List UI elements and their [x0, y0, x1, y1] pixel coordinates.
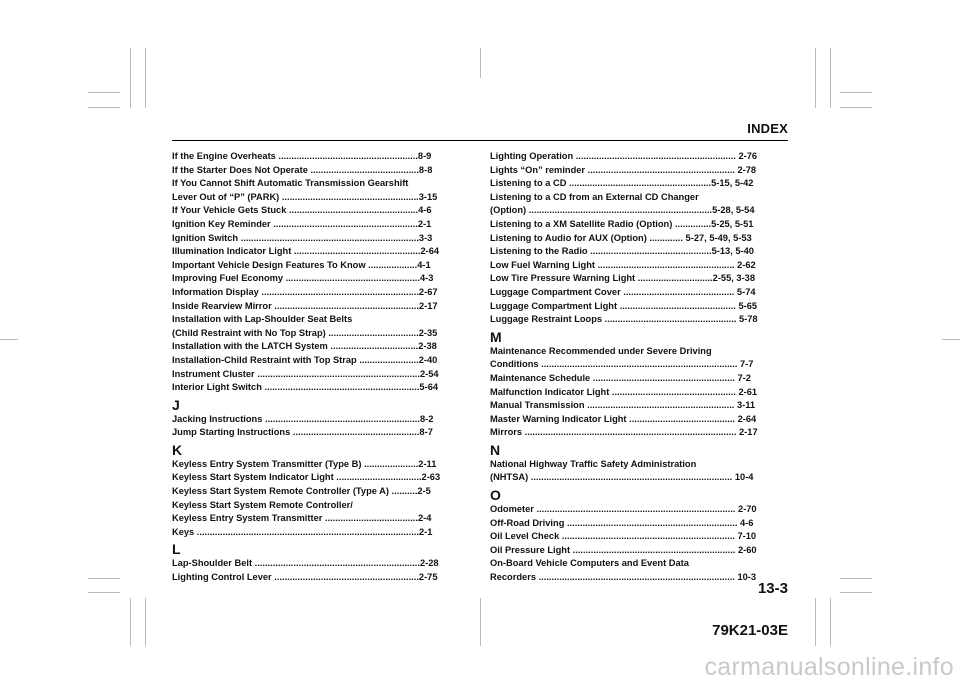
index-section-letter: O: [490, 487, 501, 504]
index-entry: Keyless Start System Remote Controller (Type A) ..........2-5: [172, 486, 431, 497]
index-entry: Listening to a XM Satellite Radio (Option) ..............5-25, 5-51: [490, 218, 754, 229]
crop-mark: [130, 598, 131, 646]
index-entry: Installation with Lap-Shoulder Seat Belts: [172, 314, 353, 325]
index-entry: Jacking Instructions ............................................................8-2: [172, 413, 434, 424]
crop-mark: [480, 598, 481, 646]
watermark: carmanualsonline.info: [704, 653, 954, 681]
index-entry: Mirrors .................................................................................. 2-17: [490, 427, 758, 438]
crop-mark: [942, 339, 960, 340]
crop-mark: [840, 578, 872, 579]
index-entry: Off-Road Driving .................................................................. 4-6: [490, 517, 754, 528]
crop-mark: [840, 107, 872, 108]
crop-mark: [830, 598, 831, 646]
index-entry: Inside Rearview Mirror ........................................................2-17: [172, 300, 438, 311]
index-entry: Lighting Control Lever ........................................................2-75: [172, 572, 438, 583]
crop-mark: [88, 107, 120, 108]
crop-mark: [88, 592, 120, 593]
index-entry: Low Tire Pressure Warning Light .............................2-55, 3-38: [490, 273, 756, 284]
index-column-left: [172, 150, 465, 585]
index-entry: Lighting Operation .............................................................. 2-76: [490, 151, 758, 161]
crop-mark: [815, 598, 816, 646]
crop-mark: [815, 48, 816, 108]
index-entry: If the Engine Overheats ......................................................8-9: [172, 151, 432, 161]
index-entry: If You Cannot Shift Automatic Transmission Gearshift: [172, 178, 409, 189]
crop-mark: [88, 578, 120, 579]
index-entry: Instrument Cluster ...............................................................2-54: [172, 368, 439, 379]
crop-mark: [145, 48, 146, 108]
index-entry: Installation with the LATCH System ..................................2-38: [172, 341, 437, 352]
index-entry: Information Display .............................................................2-67: [172, 286, 438, 297]
document-code: 79K21-03E: [712, 622, 788, 639]
index-entry: Luggage Restraint Loops ................................................... 5-78: [490, 314, 758, 325]
page-title: INDEX: [747, 121, 788, 136]
index-entry: Keys ......................................................................................2-1: [172, 526, 433, 537]
index-entry: Lap-Shoulder Belt ................................................................2-28: [172, 558, 439, 569]
crop-mark: [830, 48, 831, 108]
index-entry: Maintenance Schedule ....................................................... 7-2: [490, 372, 751, 383]
index-entry: Master Warning Indicator Light ......................................... 2-64: [490, 413, 757, 424]
index-entry: Jump Starting Instructions .................................................8-7: [172, 427, 433, 438]
index-entry: Installation-Child Restraint with Top Strap .......................2-40: [172, 354, 438, 365]
crop-mark: [840, 92, 872, 93]
index-section-letter: J: [172, 396, 180, 413]
index-entry: Oil Pressure Light ............................................................... 2-60: [490, 544, 757, 555]
index-entry: Listening to Audio for AUX (Option) ............. 5-27, 5-49, 5-53: [490, 232, 752, 243]
index-entry: (Option) .......................................................................5-28, 5-54: [490, 205, 755, 216]
index-entry: Luggage Compartment Cover ........................................... 5-74: [490, 286, 756, 297]
index-entry: Recorders ............................................................................ 10-3: [490, 572, 757, 583]
index-entry: On-Board Vehicle Computers and Event Data: [490, 558, 689, 569]
crop-mark: [840, 592, 872, 593]
index-entry: Ignition Switch .....................................................................3-3: [172, 232, 433, 243]
index-entry: Ignition Key Reminder ........................................................2-1: [172, 218, 432, 229]
index-entry: Listening to the Radio ...............................................5-13, 5-40: [490, 246, 754, 257]
index-entry: Keyless Entry System Transmitter (Type B) .....................2-11: [172, 458, 437, 469]
index-section-letter: M: [490, 328, 502, 345]
index-entry: Listening to a CD .......................................................5-15, 5-42: [490, 178, 754, 189]
index-entry: Manual Transmission ......................................................... 3-11: [490, 400, 756, 411]
crop-mark: [130, 48, 131, 108]
index-entry: Maintenance Recommended under Severe Driving: [490, 345, 712, 356]
index-entry: Lights “On” reminder ......................................................... 2-78: [490, 164, 757, 175]
index-entry: (Child Restraint with No Top Strap) ...................................2-35: [172, 327, 438, 338]
index-entry: Lever Out of “P” (PARK) .....................................................3-15: [172, 191, 438, 202]
index-entry: Malfunction Indicator Light ................................................ 2-61: [490, 386, 758, 397]
index-entry: Illumination Indicator Light .................................................2-64: [172, 246, 440, 257]
index-entry: Listening to a CD from an External CD Changer: [490, 191, 699, 202]
index-entry: Improving Fuel Economy ....................................................4-3: [172, 273, 434, 284]
index-entry: Interior Light Switch ............................................................5-64: [172, 382, 439, 393]
index-section-letter: K: [172, 441, 183, 458]
index-entry: (NHTSA) .............................................................................. 10-4: [490, 472, 754, 483]
index-column-right: [490, 150, 785, 585]
index-entry: Oil Level Check ................................................................... 7-10: [490, 531, 757, 542]
page-number: 13-3: [757, 580, 788, 597]
crop-mark: [480, 48, 481, 78]
index-entry: Luggage Compartment Light ............................................. 5-65: [490, 300, 758, 311]
index-section-letter: L: [172, 541, 181, 558]
index-entry: National Highway Traffic Safety Administration: [490, 458, 697, 469]
header-divider: [172, 140, 788, 141]
index-entry: If the Starter Does Not Operate ..........................................8-8: [172, 164, 433, 175]
index-section-letter: N: [490, 441, 501, 458]
crop-mark: [0, 339, 18, 340]
crop-mark: [145, 598, 146, 646]
index-entry: If Your Vehicle Gets Stuck ..................................................4-6: [172, 205, 432, 216]
index-entry: Keyless Entry System Transmitter ....................................2-4: [172, 513, 432, 524]
index-entry: Keyless Start System Remote Controller/: [172, 499, 353, 510]
index-entry: Keyless Start System Indicator Light .................................2-63: [172, 472, 441, 483]
index-entry: Important Vehicle Design Features To Know ...................4-1: [172, 259, 431, 270]
index-entry: Conditions ............................................................................ 7-7: [490, 359, 754, 370]
crop-mark: [88, 92, 120, 93]
index-entry: Odometer ............................................................................. 2-70: [490, 504, 757, 515]
index-entry: Low Fuel Warning Light ..................................................... 2-62: [490, 259, 756, 270]
